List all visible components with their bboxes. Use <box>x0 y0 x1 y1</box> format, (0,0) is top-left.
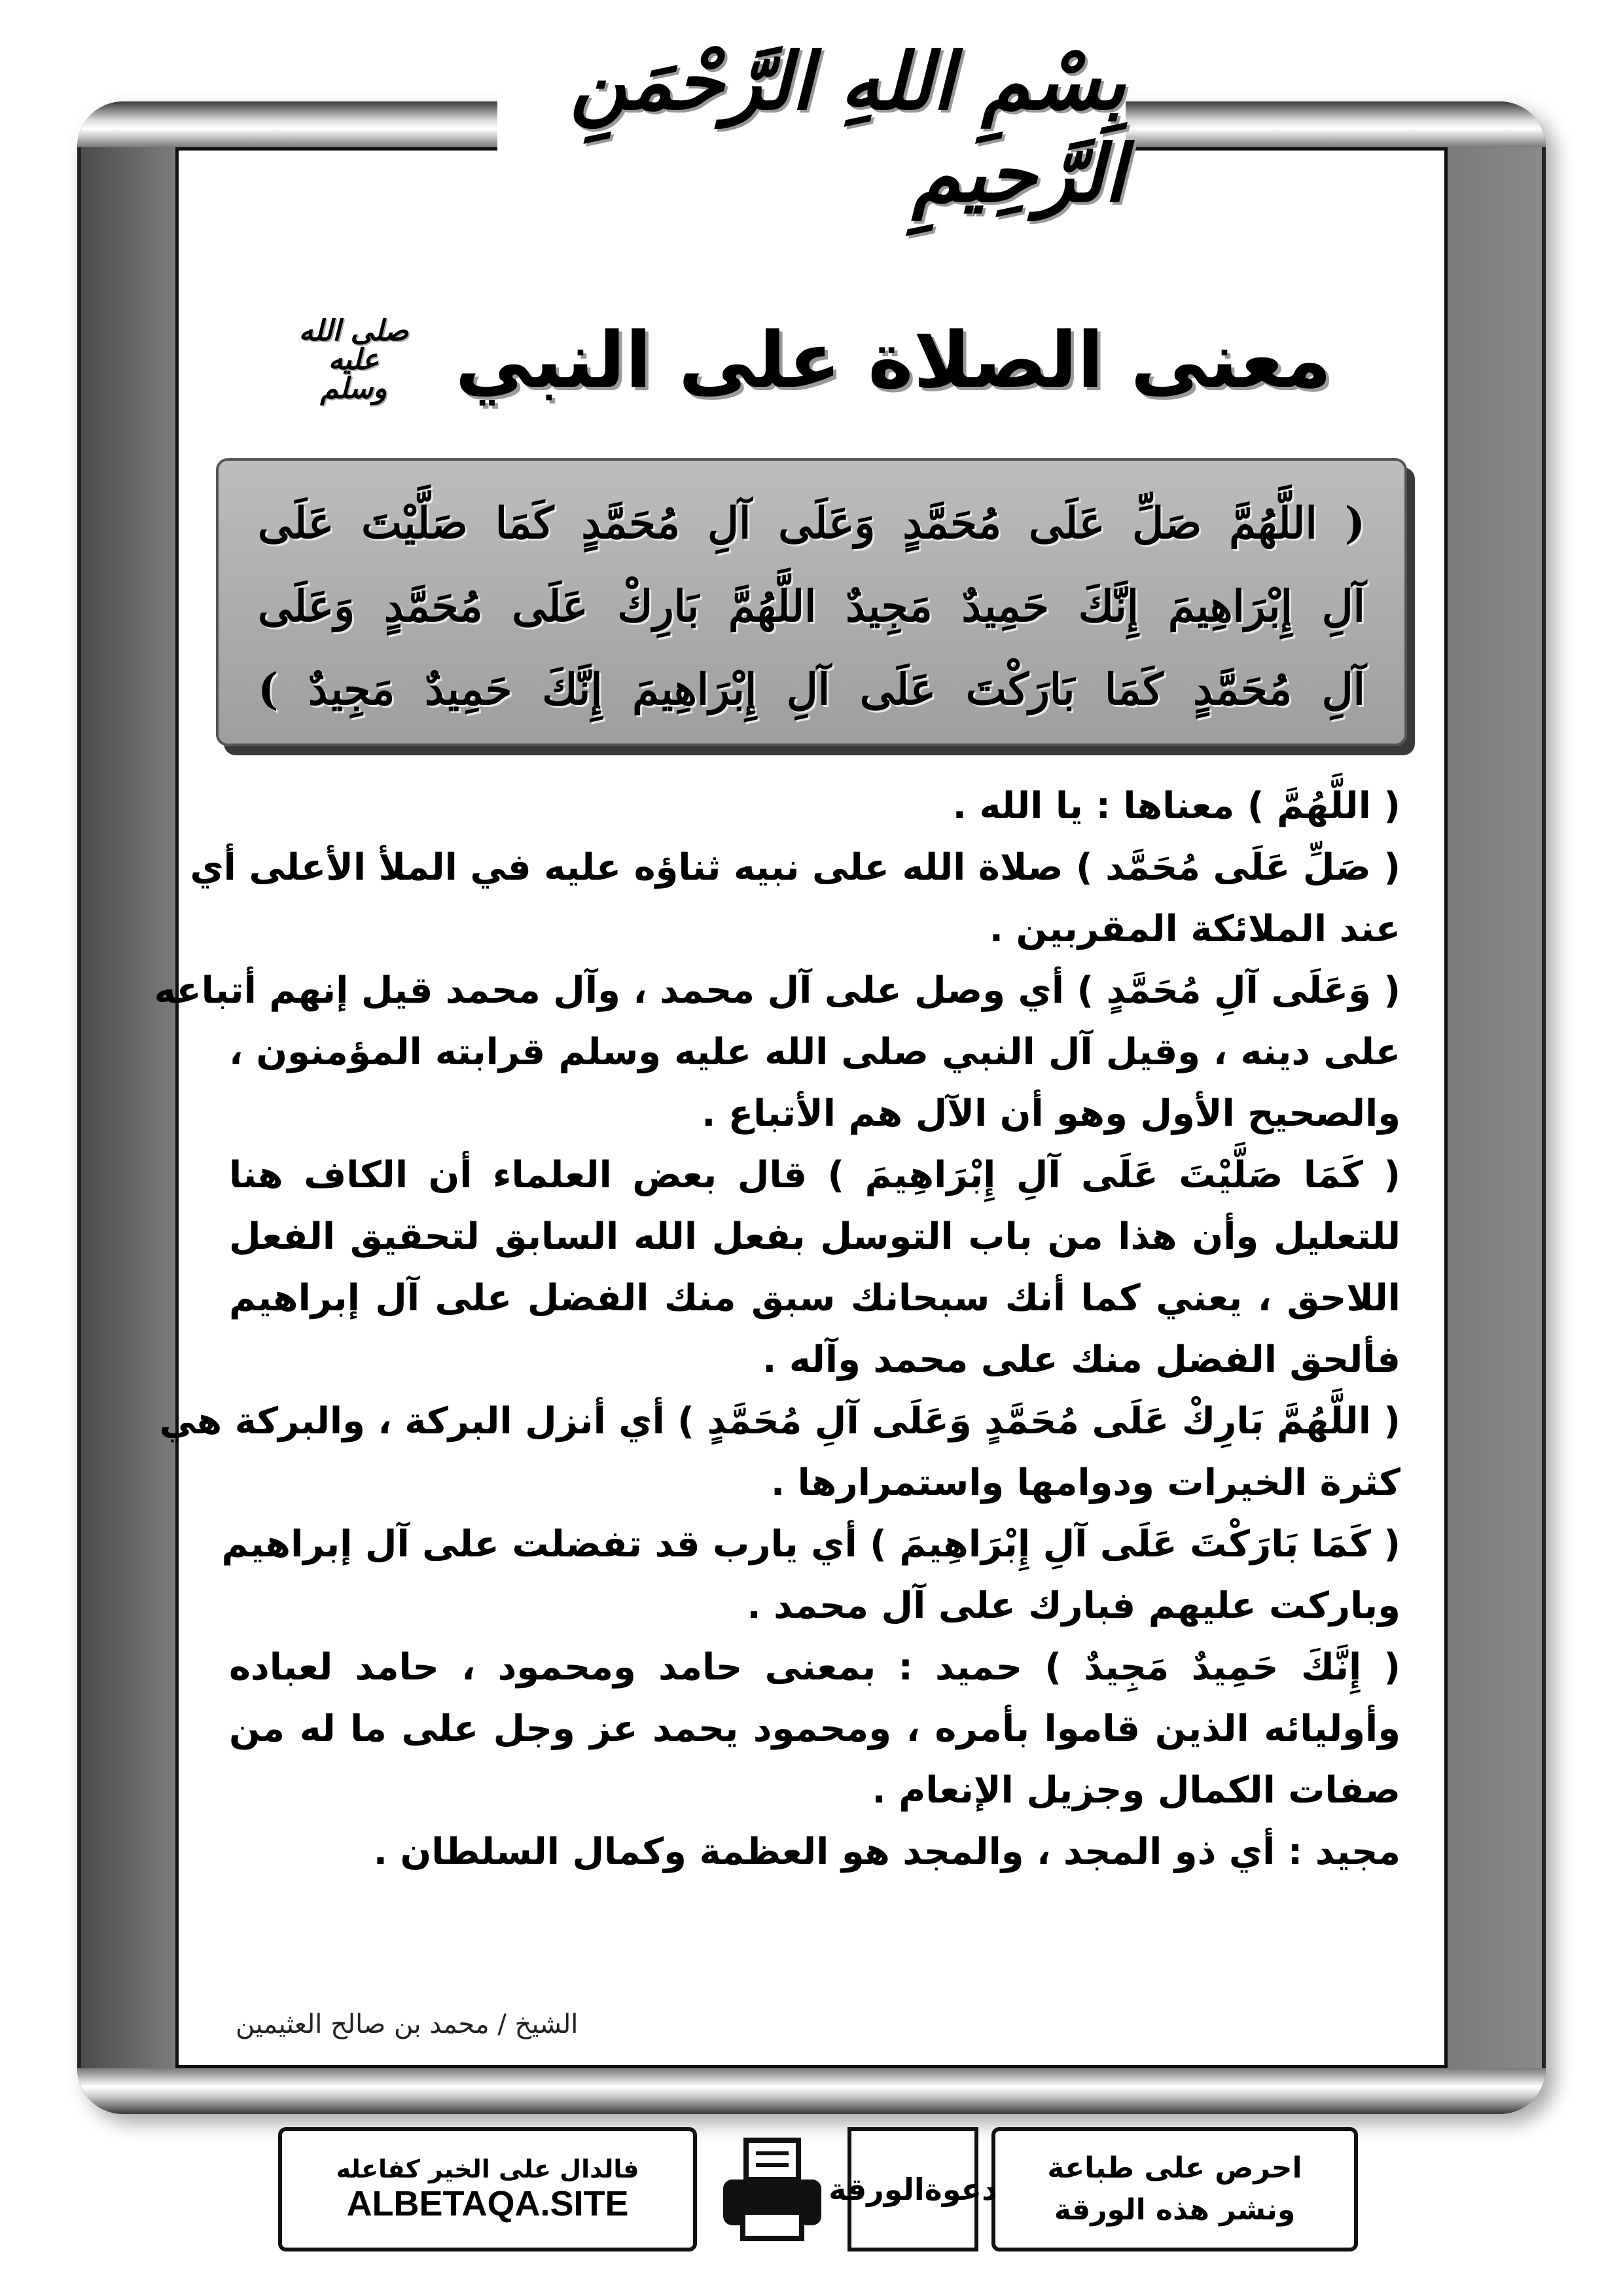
body-line: اللاحق ، يعني كما أنك سبحانك سبق منك الفضل على آل إبراهيم <box>229 1277 1400 1319</box>
body-line: للتعليل وأن هذا من باب التوسل بفعل الله السابق لتحقيق الفعل <box>229 1215 1400 1258</box>
dua-box <box>216 458 1407 746</box>
dua-line: آلِ مُحَمَّدٍ كَمَا بَارَكْتَ عَلَى آلِ إِبْرَاهِيمَ إِنَّكَ حَمِيدٌ مَجِيدٌ ) <box>258 663 1365 715</box>
body-line: عند الملائكة المقربين . <box>989 908 1400 950</box>
footer-print-note <box>991 2127 1358 2251</box>
explanation-body <box>154 776 1400 1883</box>
body-line: على دينه ، وقيل آل النبي صلى الله عليه وسلم قرابته المؤمنون ، <box>229 1031 1400 1073</box>
footer-banner <box>265 2127 1358 2251</box>
body-line: ( كَمَا صَلَّيْتَ عَلَى آلِ إِبْرَاهِيمَ ) قال بعض العلماء أن الكاف هنا <box>229 1154 1400 1196</box>
body-line: ( صَلِّ عَلَى مُحَمَّد ) صلاة الله على نبيه ثناؤه عليه في الملأ الأعلى أي <box>190 846 1400 889</box>
body-line: والصحيح الأول وهو أن الآل هم الأتباع . <box>702 1092 1400 1135</box>
chrome-frame-bottom <box>77 2068 1546 2114</box>
body-line: ( اللَّهُمَّ بَارِكْ عَلَى مُحَمَّدٍ وَعَلَى آلِ مُحَمَّدٍ ) أي أنزل البركة ، والبركة هي <box>159 1400 1400 1443</box>
basmala-calligraphy: بِسْمِ اللهِ الرَّحْمَنِ الرَّحِيمِ <box>497 46 1126 209</box>
printer-icon <box>710 2127 834 2251</box>
author-credit: الشيخ / محمد بن صالح العثيمين <box>236 2009 579 2039</box>
body-line: صفات الكمال وجزيل الإنعام . <box>872 1769 1400 1812</box>
body-line: فألحق الفضل منك على محمد وآله . <box>762 1338 1400 1381</box>
footer-print-line: ونشر هذه الورقة <box>1054 2193 1296 2227</box>
body-line: وأوليائه الذين قاموا بأمره ، ومحمود يحمد عز وجل على ما له من <box>229 1708 1400 1750</box>
dua-line: ( اللَّهُمَّ صَلِّ عَلَى مُحَمَّدٍ وَعَلَى آلِ مُحَمَّدٍ كَمَا صَلَّيْتَ عَلَى <box>258 497 1365 549</box>
body-line: ( اللَّهُمَّ ) معناها : يا الله . <box>952 785 1400 827</box>
salawat-seal: صلى الله عليه وسلم <box>298 314 409 405</box>
dawa-logo <box>829 2127 997 2251</box>
body-line: ( إِنَّكَ حَمِيدٌ مَجِيدٌ ) حميد : بمعنى حامد ومحمود ، حامد لعباده <box>229 1646 1400 1689</box>
footer-site-url[interactable]: ALBETAQA.SITE <box>346 2184 629 2223</box>
dua-line: آلِ إِبْرَاهِيمَ إِنَّكَ حَمِيدٌ مَجِيدٌ اللَّهُمَّ بَارِكْ عَلَى مُحَمَّدٍ وَعَلَى <box>258 580 1365 632</box>
footer-print-line: احرص على طباعة <box>1047 2151 1302 2185</box>
footer-site-box <box>278 2127 697 2251</box>
body-line: كثرة الخيرات ودوامها واستمرارها . <box>770 1462 1400 1504</box>
body-line: ( وَعَلَى آلِ مُحَمَّدٍ ) أي وصل على آل محمد ، وآل محمد قيل إنهم أتباعه <box>154 969 1400 1012</box>
footer-motto: فالدال على الخير كفاعله <box>336 2155 639 2183</box>
page-title: معنى الصلاة على النبي <box>455 315 1332 405</box>
logo-text: دعوة <box>924 2171 997 2207</box>
body-line: ( كَمَا بَارَكْتَ عَلَى آلِ إِبْرَاهِيمَ ) أي يارب قد تفضلت على آل إبراهيم <box>221 1523 1400 1566</box>
logo-text: الورقة <box>829 2171 925 2207</box>
title-row <box>275 298 1348 422</box>
body-line: مجيد : أي ذو المجد ، والمجد هو العظمة وكمال السلطان . <box>373 1831 1400 1873</box>
body-line: وباركت عليهم فبارك على آل محمد . <box>747 1585 1400 1627</box>
